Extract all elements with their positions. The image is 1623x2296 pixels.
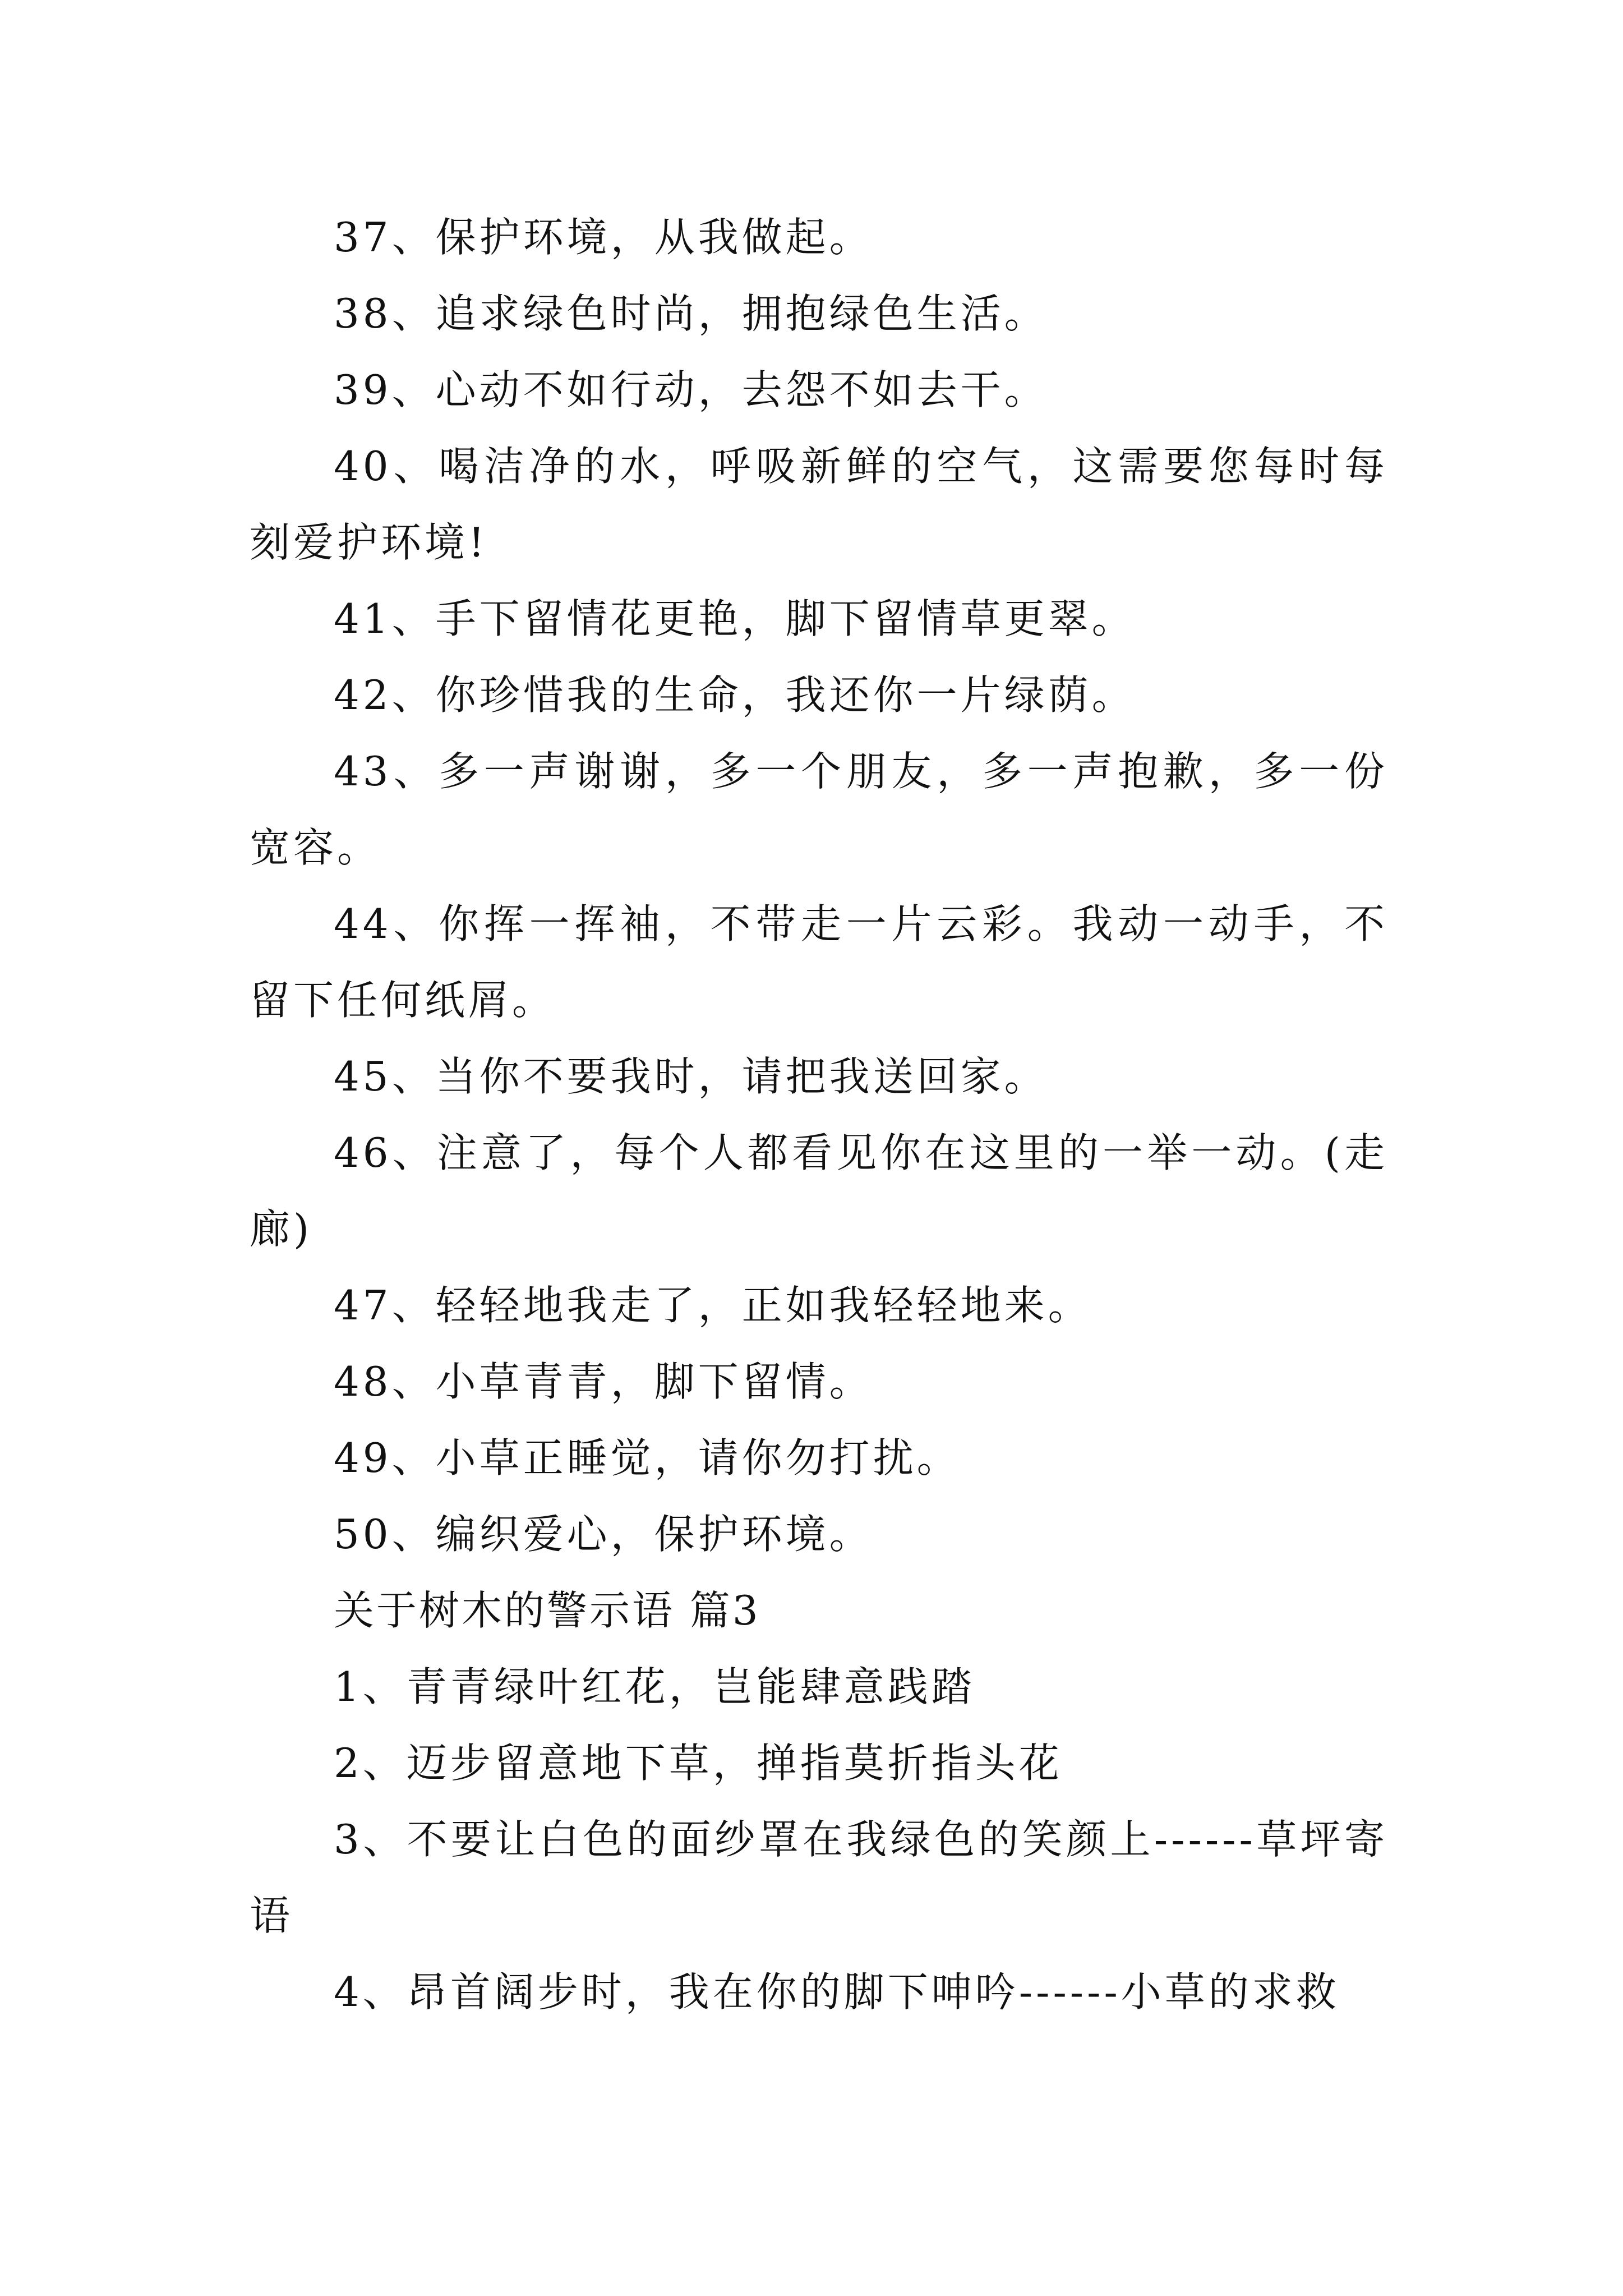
- paragraph-49: 49、小草正睡觉，请你勿打扰。: [334, 1434, 961, 1481]
- paragraph-46: 46、注意了，每个人都看见你在这里的一举一动。(走廊): [250, 1129, 1388, 1253]
- paragraph-2: 2、迈步留意地下草，掸指莫折指头花: [334, 1740, 1063, 1787]
- paragraph-37: 37、保护环境，从我做起。: [334, 214, 873, 261]
- paragraph-3: 3、不要让白色的面纱罩在我绿色的笑颜上------草坪寄语: [250, 1816, 1388, 1939]
- paragraph-47: 47、轻轻地我走了，正如我轻轻地来。: [334, 1282, 1092, 1329]
- document-body: [250, 199, 1388, 2030]
- section-heading: 关于树木的警示语 篇3: [334, 1587, 760, 1634]
- paragraph-42: 42、你珍惜我的生命，我还你一片绿荫。: [334, 671, 1136, 719]
- paragraph-44: 44、你挥一挥袖，不带走一片云彩。我动一动手，不留下任何纸屑。: [250, 900, 1388, 1024]
- paragraph-50: 50、编织爱心，保护环境。: [334, 1511, 873, 1558]
- paragraph-48: 48、小草青青，脚下留情。: [334, 1358, 873, 1405]
- paragraph-41: 41、手下留情花更艳，脚下留情草更翠。: [334, 595, 1136, 642]
- paragraph-38: 38、追求绿色时尚，拥抱绿色生活。: [334, 290, 1048, 337]
- paragraph-43: 43、多一声谢谢，多一个朋友，多一声抱歉，多一份宽容。: [250, 748, 1388, 871]
- paragraph-4: 4、昂首阔步时，我在你的脚下呻吟------小草的求救: [334, 1968, 1340, 2016]
- paragraph-1: 1、青青绿叶红花，岂能肆意践踏: [334, 1663, 975, 1710]
- paragraph-40: 40、喝洁净的水，呼吸新鲜的空气，这需要您每时每刻爱护环境!: [250, 443, 1388, 566]
- paragraph-45: 45、当你不要我时，请把我送回家。: [334, 1053, 1048, 1100]
- paragraph-39: 39、心动不如行动，去怨不如去干。: [334, 366, 1048, 413]
